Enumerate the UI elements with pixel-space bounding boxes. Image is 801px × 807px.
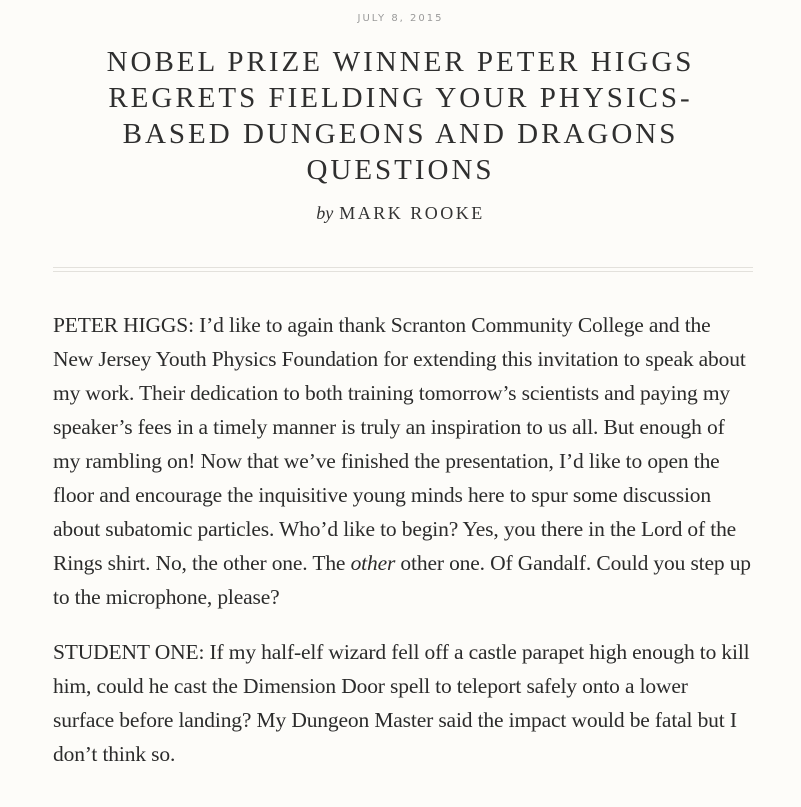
paragraph-text: PETER HIGGS: I’d like to again thank Scranton Community College and the New Jersey Youth Physics Foundation for extending this invitation to speak about my work. Their dedication to both training tomorrow’s scientists and paying my speaker’s fees in a timely manner is truly an inspiration to us all. But enough of my rambling on! Now that we’ve finished the presentation, I’d like to open the floor and encourage the inquisitive young minds here to spur some discussion about subatomic particles. Who’d like to begin? Yes, you there in the Lord of the Rings shirt. No, the other one. The xyxy=(53,313,746,575)
divider xyxy=(53,267,753,272)
author-link[interactable]: MARK ROOKE xyxy=(339,203,485,223)
article-date: JULY 8, 2015 xyxy=(357,13,444,24)
article-title[interactable]: NOBEL PRIZE WINNER PETER HIGGS REGRETS FIELDING YOUR PHYSICS-BASED DUNGEONS AND DRAGONS QUESTIONS xyxy=(106,46,695,186)
byline xyxy=(0,203,801,224)
paragraph-text-continued: other one. Of Gandalf. Could you step up to the microphone, please? xyxy=(53,551,751,609)
paragraph-higgs xyxy=(53,308,753,614)
paragraph-student-one: STUDENT ONE: If my half-elf wizard fell off a castle parapet high enough to kill him, could he cast the Dimension Door spell to teleport safely onto a lower surface before landing? My Dungeon Master said the impact would be fatal but I don’t think so. xyxy=(53,640,750,766)
article-body xyxy=(53,308,753,792)
emphasis-other: other xyxy=(350,551,396,575)
byline-prefix: by xyxy=(316,203,334,223)
